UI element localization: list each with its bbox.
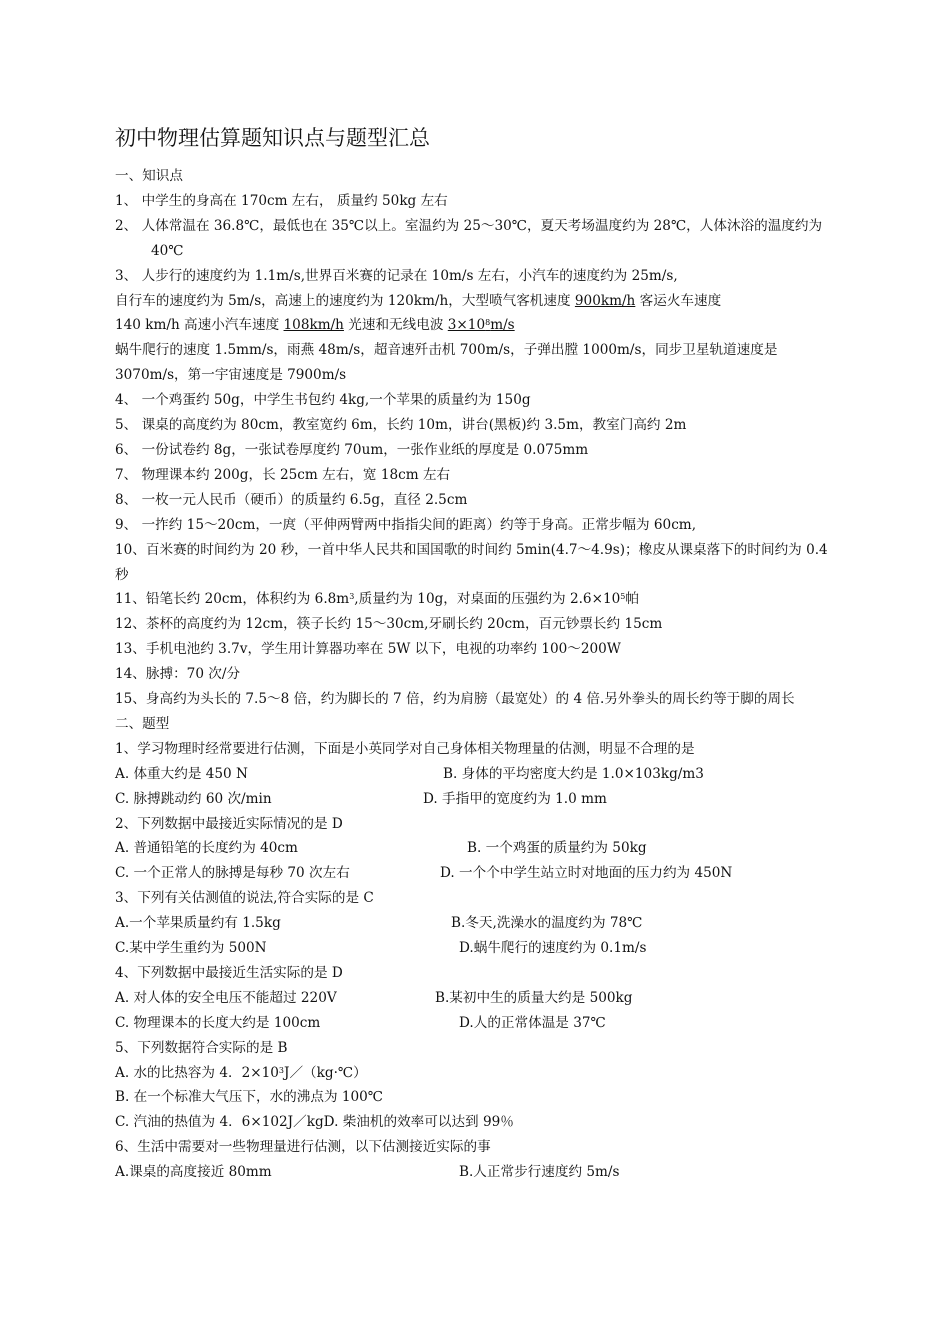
knowledge-item-3-line-3: 140 km/h 高速小汽车速度 108km/h 光速和无线电波 $3\times 10^8m/s$ xyxy=(115,317,515,334)
question-3: 3、下列有关估测值的说法,符合实际的是 C xyxy=(115,890,374,907)
option-a: A. 普通铅笔的长度约为 40cm xyxy=(115,840,298,857)
option-b: B. 一个鸡蛋的质量约为 50kg xyxy=(467,840,647,857)
document-title: 初中物理估算题知识点与题型汇总 xyxy=(115,126,430,150)
question-6-options-row-1 xyxy=(115,1160,837,1185)
question-4: 4、下列数据中最接近生活实际的是 D xyxy=(115,964,343,981)
question-2-options-row-1 xyxy=(115,836,837,861)
option-c: C.某中学生重约为 500N xyxy=(115,940,267,957)
question-3-options-row-2 xyxy=(115,936,837,961)
knowledge-item-15: 15、身高约为头长的 7.5～8 倍，约为脚长的 7 倍，约为肩膀（最宽处）的 4 倍.另外拳头的周长约等于脚的周长 xyxy=(115,691,795,708)
option-c: C. 物理课本的长度大约是 100cm xyxy=(115,1014,321,1031)
question-5-option-a: A. 水的比热容为 4．$2\times 10^3J/(kg\cdot℃)$ xyxy=(115,1064,367,1081)
option-a: A. 对人体的安全电压不能超过 220V xyxy=(115,989,337,1006)
question-2-options-row-2 xyxy=(115,861,837,886)
knowledge-item-2: 2、 人体常温在 36.8℃，最低也在 35℃以上。室温约为 25～30℃，夏天考场温度约为 28℃，人体沐浴的温度约为 40℃ xyxy=(115,217,823,259)
question-3-options-row-1 xyxy=(115,911,837,936)
knowledge-item-6: 6、 一份试卷约 8g，一张试卷厚度约 70um，一张作业纸的厚度是 0.075mm xyxy=(115,441,589,458)
knowledge-item-10: 10、百米赛的时间约为 20 秒，一首中华人民共和国国歌的时间约 5min(4.7～4.9s)；橡皮从课桌落下的时间约为 0.4 秒 xyxy=(115,541,828,583)
knowledge-item-11: 11、铅笔长约 20cm，体积约为 $6.8m^3$,质量约为 10g，对桌面的压强约为 $2.6\times 10^5$帕 xyxy=(115,591,639,608)
option-d: D.蜗牛爬行的速度约为 0.1m/s xyxy=(459,940,647,957)
knowledge-item-4: 4、 一个鸡蛋约 50g，中学生书包约 4kg,一个苹果的质量约为 150g xyxy=(115,392,531,409)
option-d: D. 手指甲的宽度约为 1.0 mm xyxy=(423,790,607,807)
knowledge-item-14: 14、脉搏：70 次/分 xyxy=(115,666,241,683)
question-1: 1、学习物理时经常要进行估测，下面是小英同学对自己身体相关物理量的估测，明显不合理的是 xyxy=(115,740,695,757)
knowledge-item-12: 12、茶杯的高度约为 12cm，筷子长约 15～30cm,牙刷长约 20cm，百元钞票长约 15cm xyxy=(115,616,663,633)
option-d: D. 一个个中学生站立时对地面的压力约为 450N xyxy=(440,865,733,882)
option-d: D.人的正常体温是 37℃ xyxy=(459,1014,606,1031)
option-a: A.一个苹果质量约有 1.5kg xyxy=(115,915,281,932)
knowledge-item-3-line-2: 自行车的速度约为 5m/s，高速上的速度约为 120km/h，大型喷气客机速度 900km/h 客运火车速度 xyxy=(115,292,722,309)
knowledge-item-8: 8、 一枚一元人民币（硬币）的质量约 6.5g，直径 2.5cm xyxy=(115,491,468,508)
option-b: B.某初中生的质量大约是 500kg xyxy=(435,989,633,1006)
question-1-options-row-2 xyxy=(115,787,837,812)
knowledge-item-9: 9、 一拃约 15～20cm，一庹（平伸两臂两中指指尖间的距离）约等于身高。正常步幅为 60cm, xyxy=(115,516,697,533)
question-4-options-row-1 xyxy=(115,986,837,1011)
section-heading-knowledge: 一、知识点 xyxy=(115,168,183,184)
option-c: C. 一个正常人的脉搏是每秒 70 次左右 xyxy=(115,865,350,882)
question-1-options-row-1 xyxy=(115,762,837,787)
option-a: A. 体重大约是 450 N xyxy=(115,765,248,782)
question-5-option-c-d: C. 汽油的热值为 4．6×102J／kgD. 柴油机的效率可以达到 99％ xyxy=(115,1114,514,1131)
option-c: C. 脉搏跳动约 60 次/min xyxy=(115,790,272,807)
question-2: 2、下列数据中最接近实际情况的是 D xyxy=(115,815,343,832)
option-b: B.人正常步行速度约 5m/s xyxy=(459,1164,620,1181)
question-4-options-row-2 xyxy=(115,1011,837,1036)
knowledge-item-3-line-4: 蜗牛爬行的速度 1.5mm/s，雨燕 48m/s，超音速歼击机 700m/s，子弹出膛 1000m/s，同步卫星轨道速度是 3070m/s，第一宇宙速度是 7900m/s xyxy=(115,342,778,384)
option-a: A.课桌的高度接近 80mm xyxy=(115,1164,272,1181)
knowledge-item-7: 7、 物理课本约 200g，长 25cm 左右，宽 18cm 左右 xyxy=(115,466,451,483)
option-b: B. 身体的平均密度大约是 1.0×103kg/m3 xyxy=(443,765,704,782)
document-body xyxy=(115,164,837,1185)
knowledge-item-13: 13、手机电池约 3.7v，学生用计算器功率在 5W 以下，电视的功率约 100～200W xyxy=(115,641,621,658)
question-5-option-b: B. 在一个标准大气压下，水的沸点为 100℃ xyxy=(115,1089,384,1106)
section-heading-questions: 二、题型 xyxy=(115,715,170,732)
question-6: 6、生活中需要对一些物理量进行估测，以下估测接近实际的事 xyxy=(115,1139,491,1156)
knowledge-item-5: 5、 课桌的高度约为 80cm，教室宽约 6m，长约 10m，讲台(黑板)约 3.5m，教室门高约 2m xyxy=(115,417,687,434)
option-b: B.冬天,洗澡水的温度约为 78℃ xyxy=(451,915,643,932)
knowledge-item-3-line-1: 3、 人步行的速度约为 1.1m/s,世界百米赛的记录在 10m/s 左右，小汽车的速度约为 25m/s, xyxy=(115,267,678,284)
question-5: 5、下列数据符合实际的是 B xyxy=(115,1039,288,1056)
knowledge-item-1: 1、 中学生的身高在 170cm 左右， 质量约 50kg 左右 xyxy=(115,192,448,209)
